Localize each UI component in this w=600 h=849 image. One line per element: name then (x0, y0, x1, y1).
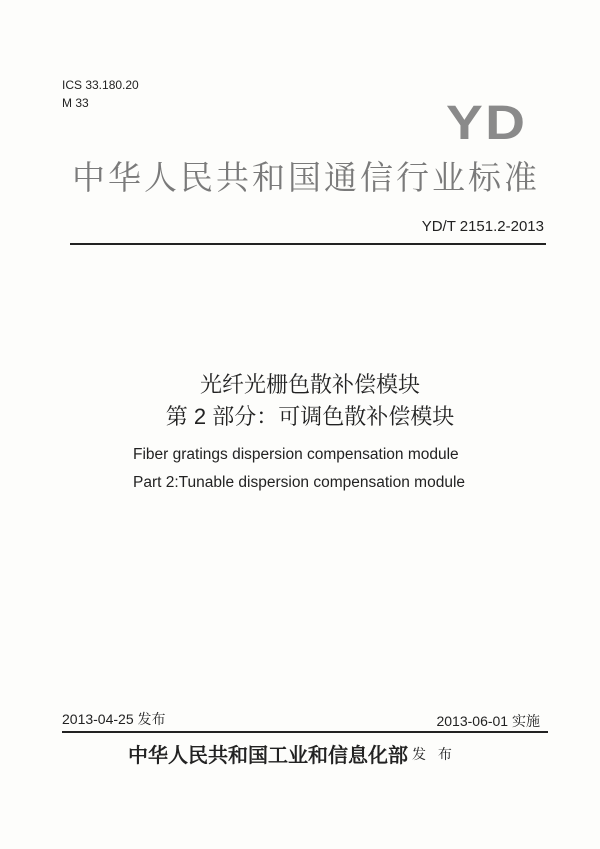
ccs-code: M 33 (62, 96, 89, 110)
implement-date: 2013-06-01 实施 (436, 713, 540, 729)
standard-category-title: 中华人民共和国通信行业标准 (72, 159, 540, 196)
publish-date: 2013-04-25 发布 (62, 711, 166, 727)
title-en-line1: Fiber gratings dispersion compensation module (133, 446, 459, 463)
yd-logo: YD (446, 97, 528, 150)
issued-label: 发 布 (412, 746, 456, 762)
footer-divider (62, 731, 548, 733)
ics-code: ICS 33.180.20 (62, 78, 139, 92)
title-zh-line2: 第 2 部分：可调色散补偿模块 (165, 404, 455, 429)
issuer: 中华人民共和国工业和信息化部 (128, 745, 408, 767)
title-zh-line1: 光纤光栅色散补偿模块 (199, 372, 420, 397)
title-en-line2: Part 2:Tunable dispersion compensation module (133, 474, 466, 491)
standard-number: YD/T 2151.2-2013 (421, 218, 544, 235)
header-divider (70, 243, 546, 245)
